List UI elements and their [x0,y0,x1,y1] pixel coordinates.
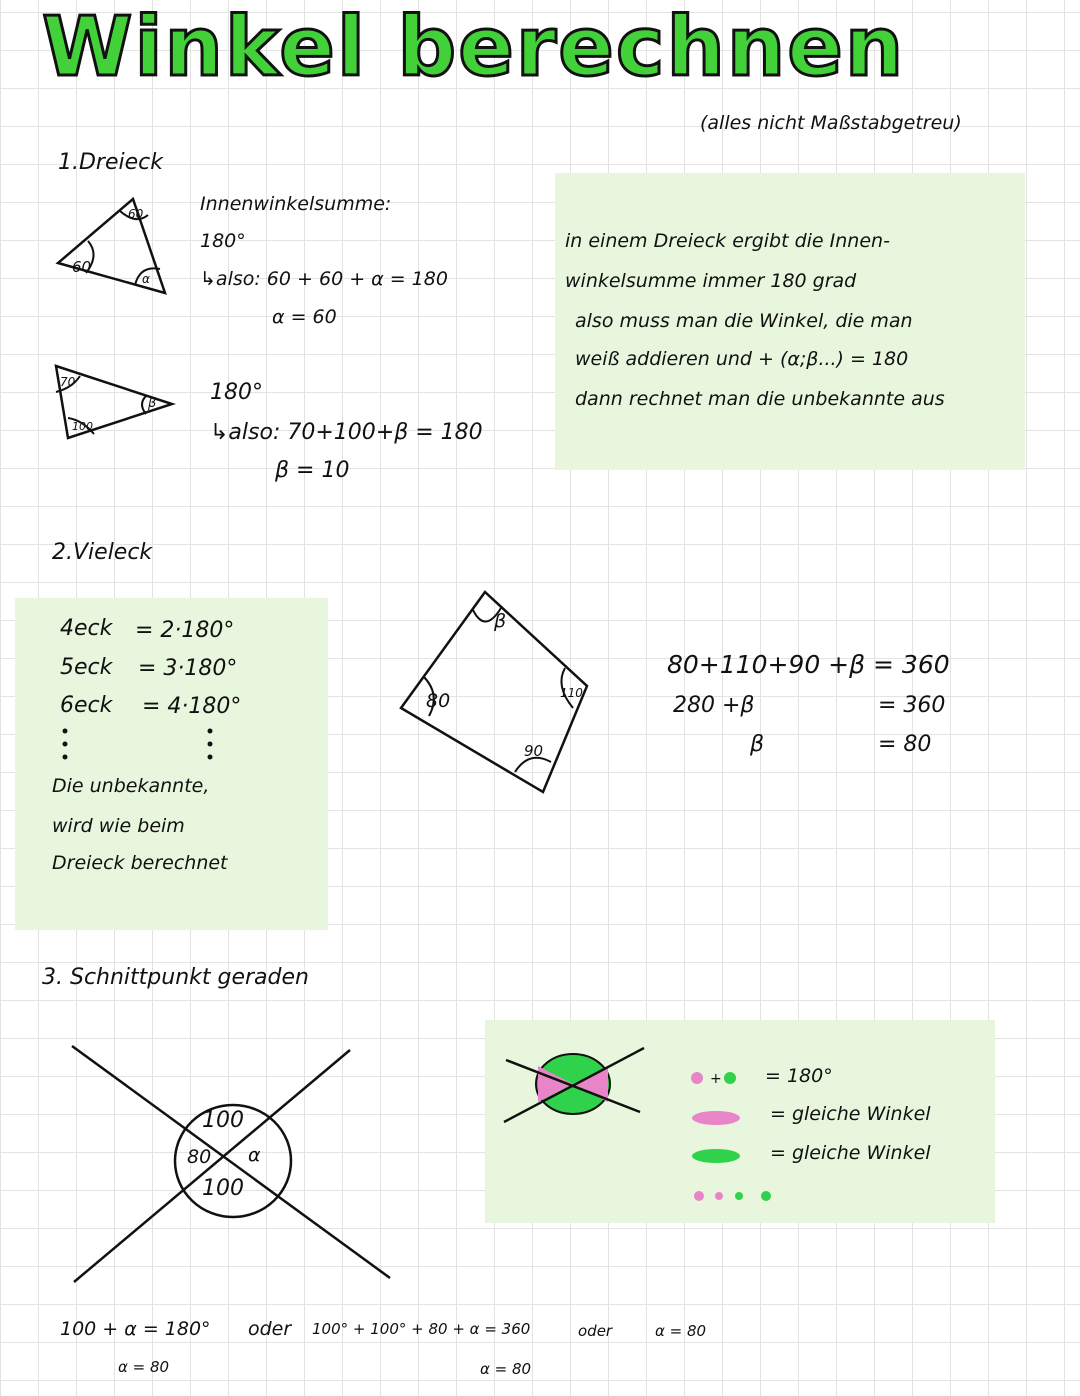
note-dreieck-5: dann rechnet man die unbekannte aus [575,388,945,410]
bottom-eq-1b: α = 80 [118,1358,170,1376]
tri1-angle-right: α [142,272,150,286]
tri2-line-2: ↳also: 70+100+β = 180 [210,420,483,445]
rule-4eck-right: = 2·180° [135,618,235,643]
quad-angle-bottom: 90 [524,742,544,760]
quad-calc-3-left: β [750,732,765,757]
subtitle: (alles nicht Maßstabgetreu) [700,112,962,134]
innenwinkel-label: Innenwinkelsumme: [200,193,392,215]
section-heading-schnittpunkt: 3. Schnittpunkt geraden [42,965,309,990]
rule-4eck-left: 4eck [60,616,113,641]
quad-calc-2-right: = 360 [878,693,946,718]
ellipsis-dots [55,727,225,763]
legend-3-text: = gleiche Winkel [770,1142,931,1164]
svg-text:+: + [710,1071,722,1087]
cross-angle-right: α [248,1144,261,1166]
cross-angle-left: 80 [187,1146,212,1168]
page-title: Winkel berechnen [42,0,906,95]
vieleck-note-2: wird wie beim [52,815,185,837]
legend-dots-1 [690,1070,750,1086]
note-dreieck-3: also muss man die Winkel, die man [575,310,913,332]
legend-1-text: = 180° [765,1065,833,1087]
legend-dots-3 [692,1148,752,1164]
note-dreieck-4: weiß addieren und + (α;β...) = 180 [575,348,909,370]
tri2-angle-bottom: 100 [72,420,93,433]
tri1-line-3: α = 60 [272,306,337,328]
rule-6eck-left: 6eck [60,693,113,718]
vieleck-note-3: Dreieck berechnet [52,852,228,874]
tri2-line-3: β = 10 [275,458,350,483]
legend-dots-2 [692,1110,752,1126]
section-heading-dreieck: 1.Dreieck [58,150,163,175]
bottom-eq-2b: α = 80 [480,1360,532,1378]
tri1-line-1: 180° [200,230,246,252]
vieleck-note-1: Die unbekannte, [52,775,210,797]
legend-dots-4 [694,1188,784,1204]
quad-calc-3-right: = 80 [878,732,932,757]
intersecting-lines [70,1040,400,1290]
bottom-or-2: oder [578,1322,613,1340]
tri2-angle-top: 70 [60,375,76,389]
tri2-line-1: 180° [210,380,263,405]
cross-angle-bottom: 100 [202,1176,244,1201]
bottom-or-1: oder [248,1318,292,1340]
rule-6eck-right: = 4·180° [142,694,242,719]
note-dreieck-1: in einem Dreieck ergibt die Innen- [565,230,890,252]
tri1-line-2: ↳also: 60 + 60 + α = 180 [200,268,448,290]
quad-angle-right: 110 [560,686,583,700]
bottom-eq-2: 100° + 100° + 80 + α = 360 [312,1320,531,1338]
section-heading-vieleck: 2.Vieleck [52,540,153,565]
triangle-2 [50,362,180,442]
bottom-eq-1: 100 + α = 180° [60,1318,211,1340]
bottom-eq-3: α = 80 [655,1322,707,1340]
colored-cross-icon [500,1042,650,1126]
note-dreieck-2: winkelsumme immer 180 grad [565,270,857,292]
rule-5eck-right: = 3·180° [138,656,238,681]
tri1-angle-top: 60 [128,207,144,221]
rules-box-vieleck [15,598,328,930]
triangle-1 [50,195,180,305]
legend-2-text: = gleiche Winkel [770,1103,931,1125]
tri2-angle-right: β [148,396,157,411]
tri1-angle-left: 60 [72,258,92,276]
quad-angle-top: β [494,610,507,632]
quad-calc-1: 80+110+90 +β = 360 [667,650,950,679]
quad-calc-2-left: 280 +β [673,693,755,718]
quad-angle-left: 80 [426,690,451,712]
cross-angle-top: 100 [202,1108,244,1133]
rule-5eck-left: 5eck [60,655,113,680]
